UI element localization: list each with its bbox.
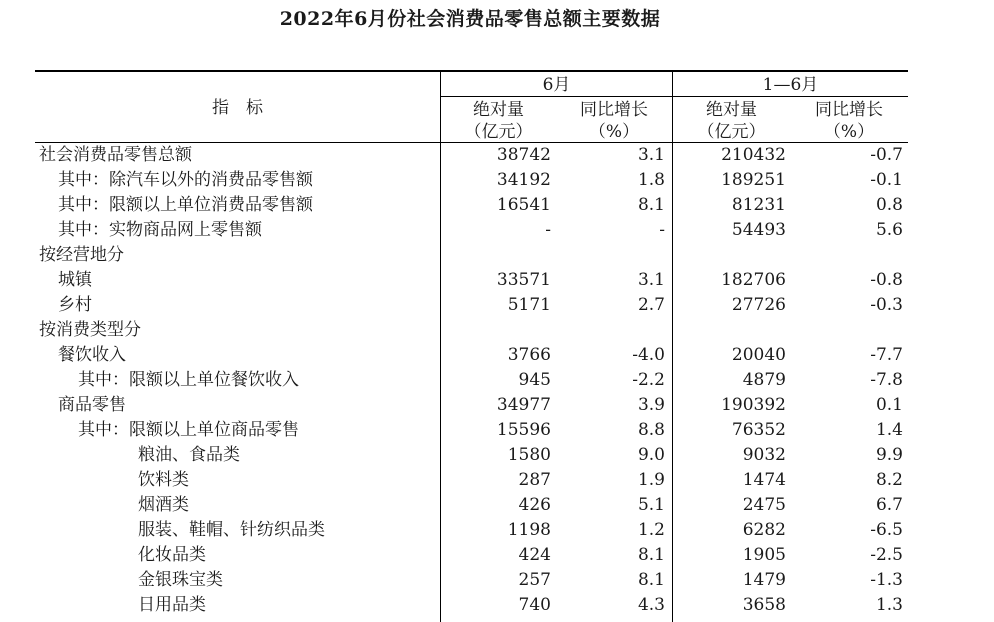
- ytd-yoy-cell: -0.7: [870, 145, 903, 165]
- ytd-absolute-cell: 2475: [742, 495, 786, 515]
- row-label: 其中：除汽车以外的消费品零售额: [58, 170, 313, 190]
- table-row: [0, 168, 994, 193]
- ytd-absolute-cell: 54493: [731, 220, 786, 240]
- table-top-rule: [35, 70, 908, 72]
- jan-jun-header: 1—6月: [762, 75, 819, 95]
- june-yoy-cell: 1.8: [637, 170, 665, 190]
- june-yoy-cell: 3.1: [637, 270, 665, 290]
- june-absolute-cell: 5171: [507, 295, 551, 315]
- ytd-yoy-cell: 9.9: [875, 445, 903, 465]
- ytd-yoy-cell: -0.8: [870, 270, 903, 290]
- table-row: [0, 468, 994, 493]
- ytd-yoy-cell: [790, 243, 903, 268]
- ytd-yoy-cell: -1.3: [870, 570, 903, 590]
- table-row: [0, 543, 994, 568]
- june-header: 6月: [542, 75, 571, 95]
- june-absolute-cell: 33571: [496, 270, 551, 290]
- ytd-yoy-cell: -2.5: [870, 545, 903, 565]
- ytd-yoy-cell: -0.3: [870, 295, 903, 315]
- june-yoy-cell: 1.9: [637, 470, 665, 490]
- ytd-absolute-cell: 189251: [721, 170, 786, 190]
- table-row: [0, 518, 994, 543]
- ytd-yoy-header: 同比增长 （%）: [815, 100, 883, 142]
- june-absolute-cell: 1580: [507, 445, 551, 465]
- june-yoy-cell: -4.0: [632, 345, 665, 365]
- june-absolute-cell: 257: [518, 570, 551, 590]
- june-absolute-cell: 740: [518, 595, 551, 615]
- june-absolute-cell: 287: [518, 470, 551, 490]
- table-row: [0, 443, 994, 468]
- page-title: 2022年6月份社会消费品零售总额主要数据: [279, 8, 661, 30]
- june-absolute-cell: -: [545, 220, 551, 240]
- table-row: [0, 243, 994, 268]
- table-row: [0, 143, 994, 168]
- june-yoy-cell: -2.2: [632, 370, 665, 390]
- june-yoy-cell: 3.9: [637, 395, 665, 415]
- june-absolute-cell: 424: [518, 545, 551, 565]
- ytd-yoy-cell: -0.1: [870, 170, 903, 190]
- ytd-absolute-cell: 182706: [721, 270, 786, 290]
- table-row: [0, 493, 994, 518]
- row-label: 饮料类: [138, 470, 189, 490]
- june-absolute-cell: [440, 318, 551, 343]
- row-label: 烟酒类: [138, 495, 189, 515]
- ytd-yoy-cell: 8.2: [875, 470, 903, 490]
- june-absolute-cell: 3766: [507, 345, 551, 365]
- june-yoy-cell: 5.1: [637, 495, 665, 515]
- june-yoy-cell: [555, 318, 665, 343]
- ytd-absolute-cell: 81231: [731, 195, 786, 215]
- june-yoy-cell: 9.0: [637, 445, 665, 465]
- ytd-yoy-cell: [790, 318, 903, 343]
- ytd-yoy-cell: 1.3: [875, 595, 903, 615]
- june-absolute-cell: 1198: [507, 520, 551, 540]
- june-absolute-header: 绝对量 （亿元）: [464, 100, 533, 142]
- table-row: [0, 293, 994, 318]
- row-label: 粮油、食品类: [138, 445, 240, 465]
- june-yoy-cell: 4.3: [637, 595, 665, 615]
- table-row: [0, 343, 994, 368]
- table-row: [0, 368, 994, 393]
- june-yoy-cell: 8.1: [637, 545, 665, 565]
- ytd-yoy-cell: -7.7: [870, 345, 903, 365]
- ytd-yoy-cell: 6.7: [875, 495, 903, 515]
- row-label: 餐饮收入: [58, 345, 126, 365]
- row-label: 服装、鞋帽、针纺织品类: [138, 520, 325, 540]
- june-yoy-cell: 1.2: [637, 520, 665, 540]
- ytd-absolute-cell: 76352: [731, 420, 786, 440]
- row-label: 商品零售: [58, 395, 126, 415]
- june-absolute-cell: 16541: [496, 195, 551, 215]
- june-yoy-cell: 8.8: [637, 420, 665, 440]
- ytd-absolute-cell: [673, 243, 786, 268]
- ytd-yoy-cell: 1.4: [875, 420, 903, 440]
- june-absolute-cell: 38742: [496, 145, 551, 165]
- ytd-absolute-cell: 9032: [742, 445, 786, 465]
- table-row: [0, 218, 994, 243]
- ytd-absolute-cell: 27726: [731, 295, 786, 315]
- june-absolute-cell: 426: [518, 495, 551, 515]
- row-label: 其中：实物商品网上零售额: [58, 220, 262, 240]
- june-yoy-header: 同比增长 （%）: [580, 100, 648, 142]
- june-yoy-cell: 8.1: [637, 195, 665, 215]
- ytd-absolute-cell: 4879: [742, 370, 786, 390]
- row-label: 城镇: [58, 270, 92, 290]
- row-label: 化妆品类: [138, 545, 206, 565]
- june-absolute-cell: 15596: [496, 420, 551, 440]
- table-row: [0, 568, 994, 593]
- ytd-absolute-header: 绝对量 （亿元）: [697, 100, 766, 142]
- ytd-yoy-cell: -7.8: [870, 370, 903, 390]
- ytd-yoy-cell: 5.6: [875, 220, 903, 240]
- ytd-absolute-cell: 20040: [731, 345, 786, 365]
- ytd-absolute-cell: 1479: [742, 570, 786, 590]
- june-yoy-cell: -: [659, 220, 665, 240]
- row-label: 乡村: [58, 295, 92, 315]
- indicator-header: 指 标: [212, 98, 263, 118]
- row-label: 日用品类: [138, 595, 206, 615]
- table-row: [0, 593, 994, 618]
- ytd-yoy-cell: 0.1: [875, 395, 903, 415]
- june-absolute-cell: 34977: [496, 395, 551, 415]
- june-yoy-cell: 3.1: [637, 145, 665, 165]
- table-row: [0, 268, 994, 293]
- ytd-yoy-cell: -6.5: [870, 520, 903, 540]
- row-label: 其中：限额以上单位消费品零售额: [58, 195, 313, 215]
- table-row: [0, 193, 994, 218]
- row-label: 其中：限额以上单位商品零售: [78, 420, 299, 440]
- june-yoy-cell: 2.7: [637, 295, 665, 315]
- row-label: 按消费类型分: [39, 320, 141, 340]
- ytd-absolute-cell: 190392: [721, 395, 786, 415]
- table-row: [0, 318, 994, 343]
- ytd-absolute-cell: 6282: [742, 520, 786, 540]
- row-label: 金银珠宝类: [138, 570, 223, 590]
- june-yoy-cell: 8.1: [637, 570, 665, 590]
- june-absolute-cell: 34192: [496, 170, 551, 190]
- ytd-absolute-cell: 1474: [742, 470, 786, 490]
- ytd-absolute-cell: [673, 318, 786, 343]
- row-label: 其中：限额以上单位餐饮收入: [78, 370, 299, 390]
- june-absolute-cell: 945: [518, 370, 551, 390]
- june-absolute-cell: [440, 243, 551, 268]
- ytd-yoy-cell: 0.8: [875, 195, 903, 215]
- row-label: 按经营地分: [39, 245, 124, 265]
- ytd-absolute-cell: 3658: [742, 595, 786, 615]
- header-split-rule: [440, 96, 908, 97]
- row-label: 社会消费品零售总额: [39, 145, 192, 165]
- ytd-absolute-cell: 210432: [721, 145, 786, 165]
- ytd-absolute-cell: 1905: [742, 545, 786, 565]
- table-row: [0, 418, 994, 443]
- june-yoy-cell: [555, 243, 665, 268]
- table-row: [0, 393, 994, 418]
